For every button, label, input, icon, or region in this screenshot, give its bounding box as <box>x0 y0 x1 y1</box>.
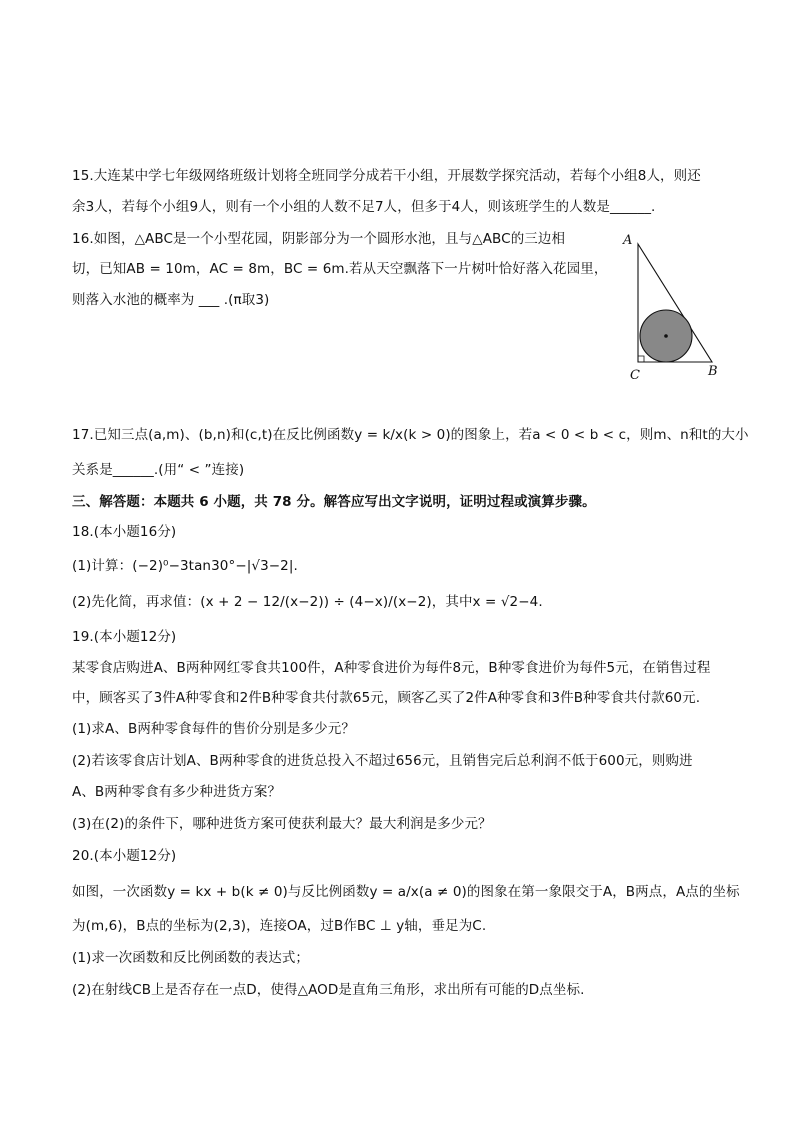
q17-line-1: 17.已知三点(a,m)、(b,n)和(c,t)在反比例函数y = k/x(k > 0)的图象上，若a < 0 < b < c，则m、n和t的大小 <box>72 427 749 443</box>
circle-center <box>664 334 668 338</box>
q17-line-2: 关系是______.(用“ < ”连接) <box>72 462 245 478</box>
q19-part-2-line-2: A、B两种零食有多少种进货方案？ <box>72 784 282 800</box>
q15-line-2: 余3人，若每个小组9人，则有一个小组的人数不足7人，但多于4人，则该班学生的人数是______. <box>72 199 656 215</box>
q20-part-2: (2)在射线CB上是否存在一点D，使得△AOD是直角三角形，求出所有可能的D点坐标. <box>72 982 585 998</box>
q18-part-2: (2)先化简，再求值：(x + 2 − 12/(x−2)) ÷ (4−x)/(x−2)，其中x = √2−4. <box>72 594 543 610</box>
q19-line-2: 中，顾客买了3件A种零食和2件B种零食共付款65元，顾客乙买了2件A种零食和3件B种零食共付款60元. <box>72 690 701 706</box>
q19-line-1: 某零食店购进A、B两种网红零食共100件，A种零食进价为每件8元，B种零食进价为每件5元，在销售过程 <box>72 660 711 676</box>
q16-line-1: 16.如图，△ABC是一个小型花园，阴影部分为一个圆形水池，且与△ABC的三边相 <box>72 231 566 247</box>
right-angle-mark <box>638 356 644 362</box>
q16-line-3: 则落入水池的概率为 ___ .(π取3) <box>72 292 270 308</box>
label-a: A <box>623 233 633 248</box>
q18-header: 18.(本小题16分) <box>72 524 177 540</box>
q19-header: 19.(本小题12分) <box>72 629 177 645</box>
q20-part-1: (1)求一次函数和反比例函数的表达式； <box>72 950 310 966</box>
q19-part-3: (3)在(2)的条件下，哪种进货方案可使获利最大？最大利润是多少元？ <box>72 816 492 832</box>
q20-line-2: 为(m,6)，B点的坐标为(2,3)，连接OA，过B作BC ⊥ y轴，垂足为C. <box>72 918 487 934</box>
label-c: C <box>630 368 640 383</box>
q20-header: 20.(本小题12分) <box>72 848 177 864</box>
label-b: B <box>708 364 718 379</box>
q19-part-2-line-1: (2)若该零食店计划A、B两种零食的进货总投入不超过656元，且销售完后总利润不低于600元，则购进 <box>72 753 693 769</box>
q19-part-1: (1)求A、B两种零食每件的售价分别是多少元？ <box>72 721 355 737</box>
triangle-figure <box>618 228 728 388</box>
q16-line-2: 切，已知AB = 10m，AC = 8m，BC = 6m.若从天空飘落下一片树叶恰好落入花园里， <box>72 261 608 277</box>
section-three-heading: 三、解答题：本题共 6 小题，共 78 分。解答应写出文字说明，证明过程或演算步骤。 <box>72 494 596 510</box>
q18-part-1: (1)计算：(−2)⁰−3tan30°−|√3−2|. <box>72 558 298 574</box>
q20-line-1: 如图，一次函数y = kx + b(k ≠ 0)与反比例函数y = a/x(a ≠ 0)的图象在第一象限交于A，B两点，A点的坐标 <box>72 884 740 900</box>
q15-line-1: 15.大连某中学七年级网络班级计划将全班同学分成若干小组，开展数学探究活动，若每个小组8人，则还 <box>72 168 701 184</box>
